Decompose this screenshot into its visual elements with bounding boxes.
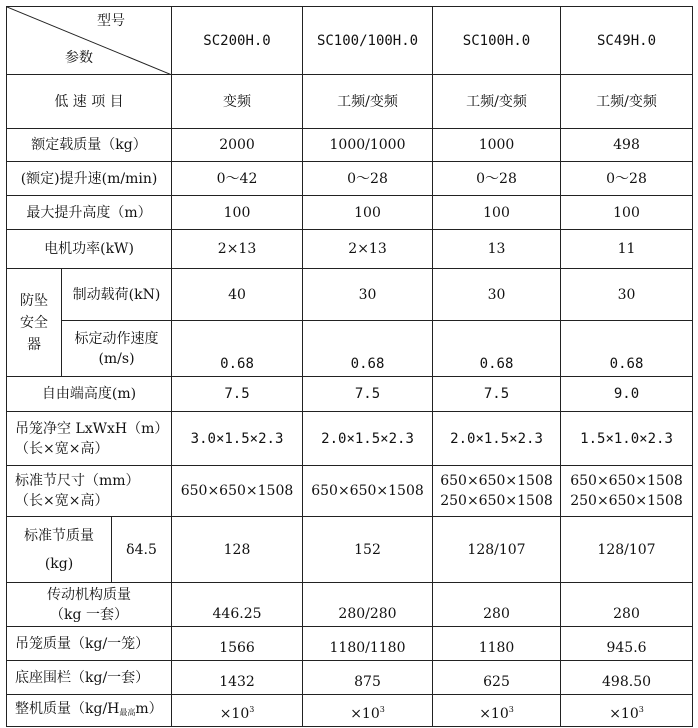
model-header: SC100H.0 — [433, 7, 561, 75]
safety-group-label: 防坠安全器 — [7, 269, 62, 377]
cell-value: 工频/变频 — [433, 75, 561, 129]
table-row — [7, 583, 693, 627]
cell-value: 7.5 — [172, 377, 303, 412]
model-header: SC49H.0 — [561, 7, 693, 75]
row-label: 电机功率(kW) — [7, 230, 172, 269]
cell-value: 40 — [172, 269, 303, 321]
cell-value: 工频/变频 — [303, 75, 433, 129]
cell-value: 2×13 — [172, 230, 303, 269]
cell-value: 0.68 — [303, 321, 433, 377]
cell-value: 7.5 — [303, 377, 433, 412]
cell-value: 0.68 — [433, 321, 561, 377]
table-row — [7, 466, 693, 517]
cell-value: $\times 10^3$ — [303, 695, 433, 727]
cell-value: 152 — [303, 517, 433, 583]
row-label: 额定载质量（kg） — [7, 129, 172, 162]
cell-value: 945.6 — [561, 627, 693, 661]
row-label: 标准节尺寸（mm） （长×宽×高） — [7, 466, 172, 517]
cell-value: 625 — [433, 661, 561, 695]
cell-value: 1.5×1.0×2.3 — [561, 412, 693, 466]
cell-value: 2.0×1.5×2.3 — [303, 412, 433, 466]
cell-value: 变频 — [172, 75, 303, 129]
cell-value: 13 — [433, 230, 561, 269]
cell-value: 446.25 — [172, 583, 303, 627]
table-row — [7, 75, 693, 129]
table-row — [7, 162, 693, 196]
cell-value: 9.0 — [561, 377, 693, 412]
row-label: 自由端高度(m) — [7, 377, 172, 412]
header-row — [7, 7, 693, 75]
table-row — [7, 269, 693, 321]
row-label: 标准节质量 (kg) — [7, 517, 112, 583]
cell-value: 650×650×1508 250×650×1508 — [561, 466, 693, 517]
diagonal-header-cell — [7, 7, 172, 75]
cell-value: 3.0×1.5×2.3 — [172, 412, 303, 466]
cell-value: 280 — [433, 583, 561, 627]
cell-value: 2×13 — [303, 230, 433, 269]
model-header: SC100/100H.0 — [303, 7, 433, 75]
cell-value: 1000 — [433, 129, 561, 162]
table-row — [7, 196, 693, 230]
table-row — [7, 230, 693, 269]
table-row — [7, 412, 693, 466]
row-label: 吊笼质量（kg/一笼） — [7, 627, 172, 661]
cell-value: 30 — [433, 269, 561, 321]
table-row — [7, 517, 693, 583]
table-row — [7, 377, 693, 412]
row-label: (额定)提升速(m/min) — [7, 162, 172, 196]
row-label: 整机质量$(kg/H_{最高}m)$ — [7, 695, 172, 727]
cell-value: 280 — [561, 583, 693, 627]
cell-value: 11 — [561, 230, 693, 269]
model-label: 型号 — [97, 13, 126, 29]
cell-value: 1566 — [172, 627, 303, 661]
table-row — [7, 661, 693, 695]
cell-value: 0～28 — [303, 162, 433, 196]
cell-value: 650×650×1508 — [303, 466, 433, 517]
row-label: 制动载荷(kN) — [62, 269, 172, 321]
row-label: 吊笼净空 LxWxH（m） （长×宽×高） — [7, 412, 172, 466]
cell-value: 0.68 — [172, 321, 303, 377]
cell-value: 650×650×1508 250×650×1508 — [433, 466, 561, 517]
param-label: 参数 — [65, 50, 93, 66]
cell-value: 100 — [561, 196, 693, 230]
row-label: 标定动作速度(m/s) — [62, 321, 172, 377]
spec-table — [6, 6, 693, 727]
row-label: 底座围栏（kg/一套） — [7, 661, 172, 695]
row-label: 传动机构质量 （kg 一套） — [7, 583, 172, 627]
cell-value: 1180/1180 — [303, 627, 433, 661]
cell-value: 7.5 — [433, 377, 561, 412]
cell-value: 2000 — [172, 129, 303, 162]
cell-value: $\times 10^3$ — [433, 695, 561, 727]
cell-value: 0～28 — [433, 162, 561, 196]
cell-value: 498.50 — [561, 661, 693, 695]
cell-value: 30 — [561, 269, 693, 321]
cell-value: $\times 10^3$ — [561, 695, 693, 727]
cell-value: 100 — [303, 196, 433, 230]
table-row — [7, 129, 693, 162]
cell-value: 工频/变频 — [561, 75, 693, 129]
cell-value: 2.0×1.5×2.3 — [433, 412, 561, 466]
row-label: 最大提升高度（m） — [7, 196, 172, 230]
cell-value: 100 — [172, 196, 303, 230]
model-header: SC200H.0 — [172, 7, 303, 75]
row-sublabel: δ4.5 — [112, 517, 172, 583]
cell-value: 30 — [303, 269, 433, 321]
cell-value: 100 — [433, 196, 561, 230]
cell-value: 0～28 — [561, 162, 693, 196]
cell-value: 0～42 — [172, 162, 303, 196]
table-row — [7, 695, 693, 727]
cell-value: 0.68 — [561, 321, 693, 377]
cell-value: 1000/1000 — [303, 129, 433, 162]
cell-value: 128/107 — [433, 517, 561, 583]
cell-value: 875 — [303, 661, 433, 695]
cell-value: $\times 10^3$ — [172, 695, 303, 727]
cell-value: 128/107 — [561, 517, 693, 583]
cell-value: 650×650×1508 — [172, 466, 303, 517]
table-row — [7, 321, 693, 377]
row-label: 低 速 项 目 — [7, 75, 172, 129]
cell-value: 1180 — [433, 627, 561, 661]
table-row — [7, 627, 693, 661]
cell-value: 1432 — [172, 661, 303, 695]
cell-value: 498 — [561, 129, 693, 162]
cell-value: 280/280 — [303, 583, 433, 627]
cell-value: 128 — [172, 517, 303, 583]
